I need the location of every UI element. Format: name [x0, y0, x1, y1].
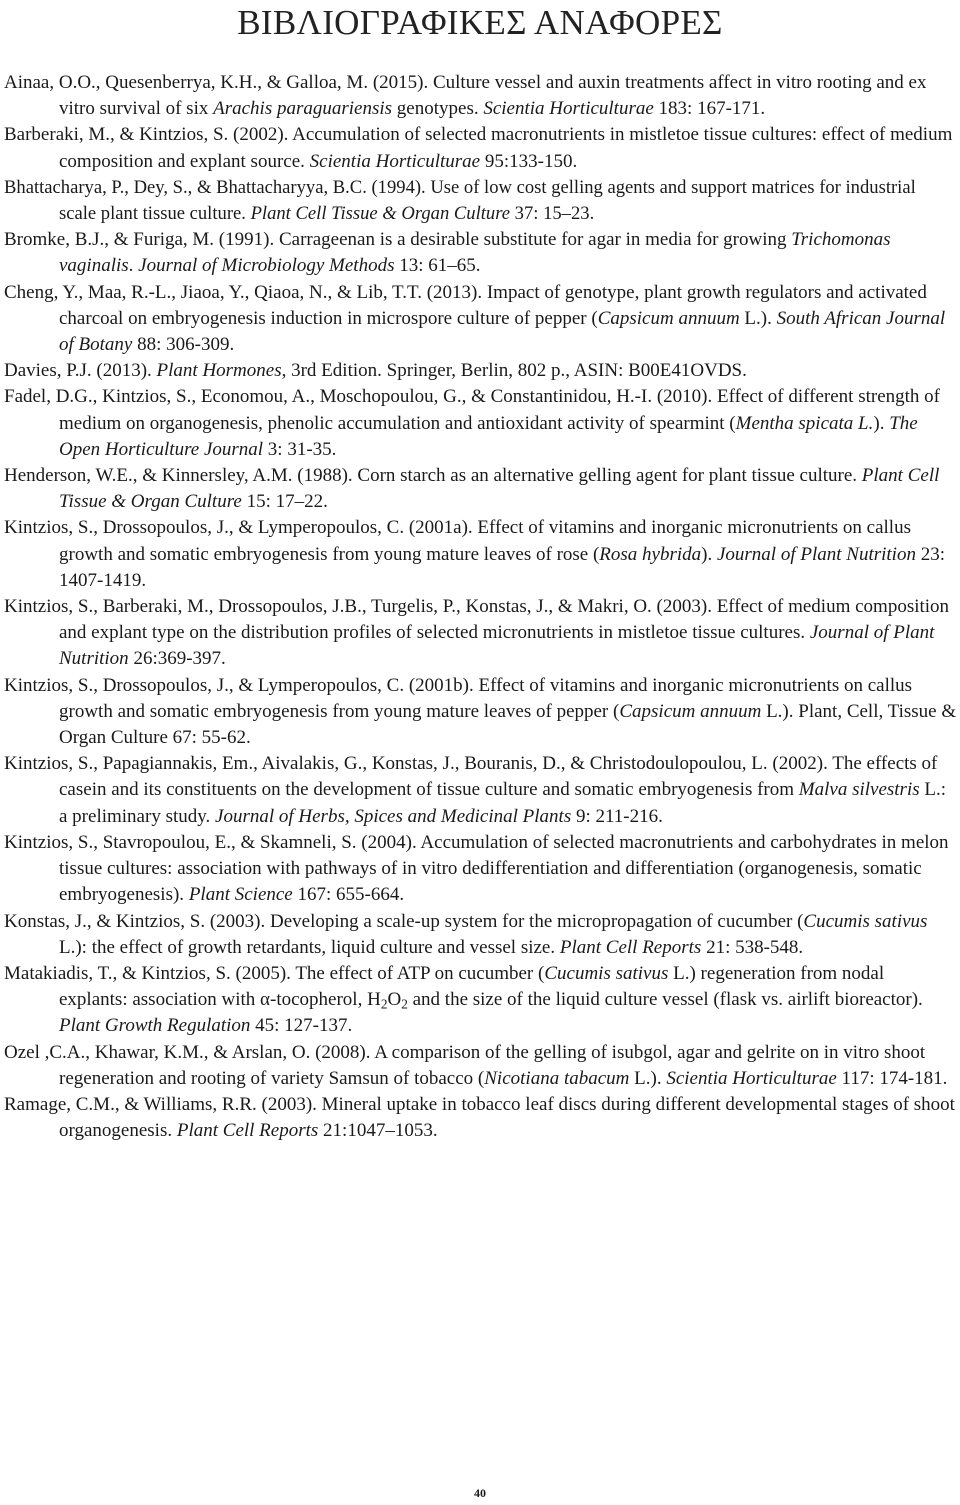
reference-text: Bhattacharya, P., Dey, S., & Bhattacharyya, B.C. (1994). Use of low cost gelling agents and support matrices for industrial scale plant tissue culture.: [4, 176, 916, 225]
reference-italic-text: Cucumis sativus: [544, 962, 669, 984]
reference-text: Barberaki, M., & Kintzios, S. (2002). Accumulation of selected macronutrients in mistletoe tissue cultures: effect of medium composition and explant source.: [4, 124, 953, 172]
reference-italic-text: Mentha spicata L.: [735, 412, 874, 434]
reference-text: genotypes.: [392, 98, 484, 120]
reference-entry-ainaa: [4, 70, 957, 122]
reference-text: Bromke, B.J., & Furiga, M. (1991). Carrageenan is a desirable substitute for agar in media for growing: [4, 229, 792, 251]
reference-text: Kintzios, S., Papagiannakis, Em., Aivalakis, G., Konstas, J., Bouranis, D., & Christodoulopoulou, L. (2002). The effects of casein and its constituents on the development of tissue culture and somatic embryogenesis from: [4, 753, 938, 801]
reference-italic-text: Plant Growth Regulation: [59, 1015, 251, 1037]
reference-entry-kintzios2001a: [4, 515, 957, 594]
reference-text: Konstas, J., & Kintzios, S. (2003). Developing a scale-up system for the micropropagation of cucumber (: [4, 910, 804, 932]
reference-italic-text: Plant Cell Reports: [176, 1120, 319, 1142]
reference-text: 26:369-397.: [128, 648, 226, 670]
reference-entry-kintzios2003: [4, 594, 957, 673]
reference-text: 95:133-150.: [480, 150, 578, 172]
reference-text: 183: 167-171.: [653, 98, 766, 120]
reference-entry-kintzios2001b: [4, 673, 957, 752]
reference-text: 37: 15–23.: [510, 203, 595, 225]
reference-italic-text: Rosa hybrida: [599, 543, 702, 565]
reference-italic-text: Nicotiana tabacum: [484, 1067, 630, 1089]
reference-text: Cheng, Y., Maa, R.-L., Jiaoa, Y., Qiaoa, N., & Lib, T.T. (2013). Impact of genotype, plant growth regulators and activated charcoal on embryogenesis induction in microspore culture of pepper (: [4, 281, 927, 329]
reference-italic-text: Trichomonas vaginalis: [59, 229, 891, 277]
reference-italic-text: Plant Cell Tissue & Organ Culture: [250, 203, 511, 225]
reference-text: Kintzios, S., Drossopoulos, J., & Lymperopoulos, C. (2001b). Effect of vitamins and inorganic micronutrients on callus growth and somatic embryogenesis from young mature leaves of pepper (: [4, 674, 913, 722]
reference-text: L.: a preliminary study.: [59, 779, 947, 827]
page-title: ΒΙΒΛΙΟΓΡΑΦΙΚΕΣ ΑΝΑΦΟΡΕΣ: [237, 3, 723, 42]
reference-italic-text: Malva silvestris: [798, 779, 920, 801]
reference-italic-text: Arachis paraguariensis: [213, 98, 393, 120]
reference-text: 88: 306-309.: [132, 334, 235, 356]
reference-italic-text: Capsicum annuum: [619, 700, 762, 722]
reference-text: 23: 1407-1419.: [59, 543, 945, 591]
reference-italic-text: Journal of Herbs, Spices and Medicinal Plants: [215, 805, 572, 827]
reference-text: L.).: [739, 307, 777, 329]
reference-text: L.). Plant, Cell, Tissue & Organ Culture 67: 55-62.: [59, 700, 957, 749]
reference-text: 15: 17–22.: [241, 491, 328, 513]
reference-text: O: [387, 989, 402, 1011]
reference-text: Davies, P.J. (2013).: [4, 360, 157, 382]
reference-italic-text: Plant Cell Reports: [559, 936, 702, 958]
reference-italic-text: Journal of Plant Nutrition: [59, 622, 935, 670]
reference-italic-text: Scientia Horticulturae: [309, 150, 481, 172]
reference-text: 117: 174-181.: [836, 1067, 948, 1089]
reference-text: 3: 31-35.: [263, 438, 337, 460]
reference-text: Kintzios, S., Barberaki, M., Drossopoulos, J.B., Turgelis, P., Konstas, J., & Makri, O. (2003). Effect of medium composition and explant type on the distribution profiles of selected micronutrients in mistletoe tissue cultures.: [4, 596, 950, 644]
reference-list: [4, 70, 957, 1144]
reference-entry-bhattacharya: [4, 175, 957, 227]
reference-text: 21:1047–1053.: [318, 1120, 438, 1142]
reference-italic-text: Scientia Horticulturae: [483, 98, 654, 120]
reference-text: L.): the effect of growth retardants, liquid culture and vessel size.: [59, 936, 560, 958]
page-number: 40: [474, 1486, 486, 1500]
reference-italic-text: Scientia Horticulturae: [666, 1067, 837, 1089]
reference-text: 45: 127-137.: [250, 1015, 353, 1037]
reference-text: L.).: [629, 1067, 667, 1089]
reference-text: ).: [701, 543, 717, 565]
reference-text: 21: 538-548.: [701, 936, 804, 958]
subscript-text: 2: [401, 996, 408, 1012]
reference-entry-matakiadis: [4, 961, 957, 1040]
reference-text: 13: 61–65.: [394, 255, 481, 277]
reference-text: ).: [873, 412, 890, 434]
reference-italic-text: Journal of Plant Nutrition: [716, 543, 916, 565]
reference-italic-text: Cucumis sativus: [803, 910, 928, 932]
reference-entry-ramage: [4, 1092, 957, 1144]
reference-text: .: [128, 255, 139, 277]
reference-italic-text: Capsicum annuum: [597, 307, 740, 329]
reference-italic-text: Plant Hormones: [156, 360, 282, 382]
reference-entry-fadel: [4, 384, 957, 463]
reference-text: Kintzios, S., Drossopoulos, J., & Lymperopoulos, C. (2001a). Effect of vitamins and inorganic micronutrients on callus growth and somatic embryogenesis from young mature leaves of rose (: [4, 517, 911, 565]
reference-text: Ozel ,C.A., Khawar, K.M., & Arslan, O. (2008). A comparison of the gelling of isubgol, agar and gelrite on in vitro shoot regeneration and rooting of variety Samsun of tobacco (: [4, 1041, 926, 1089]
reference-text: 167: 655-664.: [292, 884, 405, 906]
reference-entry-kintzios2004: [4, 830, 957, 909]
reference-text: L.) regeneration from nodal explants: association with α-tocopherol, H: [59, 962, 885, 1011]
reference-entry-konstas: [4, 909, 957, 961]
reference-text: Kintzios, S., Stavropoulou, E., & Skamneli, S. (2004). Accumulation of selected macronutrients and carbohydrates in melon tissue cultures: association with pathways of in vitro dedifferentiation and differentiation (organogenesis, somatic embryogenesis).: [4, 831, 949, 906]
reference-italic-text: Plant Science: [188, 884, 293, 906]
reference-text: and the size of the liquid culture vessel (flask vs. airlift bioreactor).: [407, 989, 923, 1011]
reference-text: Henderson, W.E., & Kinnersley, A.M. (1988). Corn starch as an alternative gelling agent for plant tissue culture.: [4, 465, 862, 487]
reference-text: Ainaa, O.O., Quesenberrya, K.H., & Galloa, M. (2015). Culture vessel and auxin treatments affect in vitro rooting and ex vitro survival of six: [4, 72, 927, 120]
reference-entry-kintzios2002: [4, 751, 957, 830]
reference-entry-cheng: [4, 280, 957, 359]
reference-entry-bromke: [4, 227, 957, 279]
reference-entry-davies: [4, 358, 957, 384]
reference-italic-text: Plant Cell Tissue & Organ Culture: [59, 465, 940, 513]
reference-italic-text: Journal of Microbiology Methods: [138, 255, 395, 277]
reference-text: Matakiadis, T., & Kintzios, S. (2005). The effect of ATP on cucumber (: [4, 962, 545, 984]
subscript-text: 2: [380, 996, 388, 1012]
reference-text: 9: 211-216.: [571, 805, 663, 827]
reference-italic-text: The Open Horticulture Journal: [59, 412, 918, 460]
reference-entry-barberaki: [4, 122, 957, 174]
reference-text: , 3rd Edition. Springer, Berlin, 802 p., ASIN: B00E41OVDS.: [281, 360, 747, 382]
reference-italic-text: South African Journal of Botany: [59, 307, 946, 356]
reference-text: Ramage, C.M., & Williams, R.R. (2003). Mineral uptake in tobacco leaf discs during different developmental stages of shoot organogenesis.: [4, 1093, 955, 1142]
reference-entry-ozel: [4, 1040, 957, 1092]
reference-text: Fadel, D.G., Kintzios, S., Economou, A., Moschopoulou, G., & Constantinidou, H.-I. (2010). Effect of different strength of medium on organogenesis, phenolic accumulation and antioxidant activity of spearmint (: [4, 386, 940, 434]
reference-entry-henderson: [4, 463, 957, 515]
